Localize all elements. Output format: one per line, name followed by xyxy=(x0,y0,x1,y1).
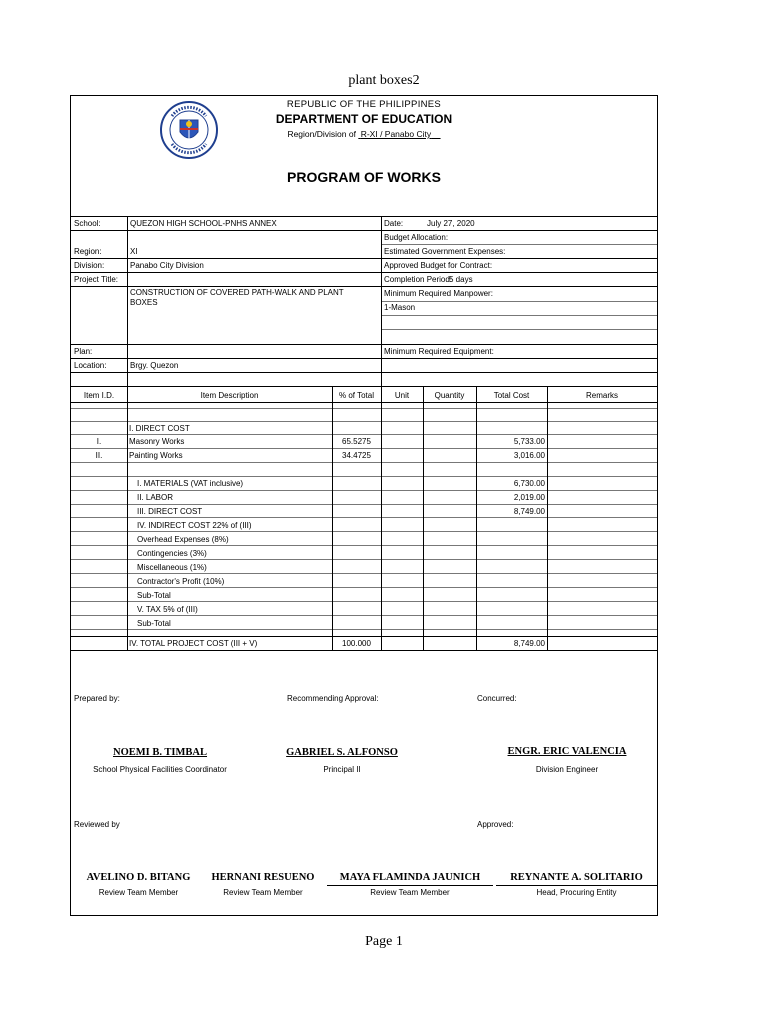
approved-label: Approved: xyxy=(477,820,514,829)
summary-label: Contractor's Profit (10%) xyxy=(137,577,225,586)
concurred-label: Concurred: xyxy=(477,694,517,703)
total-label: IV. TOTAL PROJECT COST (III + V) xyxy=(129,639,258,648)
summary-label: Overhead Expenses (8%) xyxy=(137,535,229,544)
estimated-expenses-label: Estimated Government Expenses: xyxy=(384,247,506,256)
col-header-description: Item Description xyxy=(200,391,259,400)
approver-position: Head, Procuring Entity xyxy=(536,888,617,897)
summary-label: V. TAX 5% of (III) xyxy=(137,605,198,614)
approver-name: REYNANTE A. SOLITARIO xyxy=(510,872,643,883)
budget-allocation-label: Budget Allocation: xyxy=(384,233,449,242)
reviewer-position: Review Team Member xyxy=(370,888,450,897)
col-header-item-id: Item I.D. xyxy=(83,391,115,400)
region-label: Region: xyxy=(74,247,102,256)
concurrer-name: ENGR. ERIC VALENCIA xyxy=(507,746,627,757)
region-division-label: Region/Division of xyxy=(287,129,356,139)
plan-label: Plan: xyxy=(74,347,93,356)
total-pct: 100.000 xyxy=(342,639,371,648)
manpower-label: Minimum Required Manpower: xyxy=(384,289,493,298)
item-pct: 34.4725 xyxy=(342,451,371,460)
page-header: plant boxes2 xyxy=(348,73,420,88)
reviewer-position: Review Team Member xyxy=(98,888,179,897)
location-value: Brgy. Quezon xyxy=(130,361,179,370)
region-division-value xyxy=(358,129,440,139)
division-value: Panabo City Division xyxy=(130,261,204,270)
completion-label: Completion Period: xyxy=(384,275,453,284)
school-value: QUEZON HIGH SCHOOL-PNHS ANNEX xyxy=(130,219,277,228)
date-value: July 27, 2020 xyxy=(427,219,475,228)
total-cost: 8,749.00 xyxy=(513,639,545,648)
direct-cost-label: I. DIRECT COST xyxy=(129,424,190,433)
recommending-approval-label: Recommending Approval: xyxy=(287,694,379,703)
region-value: XI xyxy=(130,247,138,256)
item-cost: 5,733.00 xyxy=(513,437,545,446)
summary-label: III. DIRECT COST xyxy=(137,507,203,516)
item-cost: 3,016.00 xyxy=(513,451,545,460)
summary-label: II. LABOR xyxy=(137,493,174,502)
equipment-label: Minimum Required Equipment: xyxy=(384,347,494,356)
summary-cost: 2,019.00 xyxy=(513,493,545,502)
item-description: Painting Works xyxy=(129,451,183,460)
reviewer-name: MAYA FLAMINDA JAUNICH xyxy=(339,872,481,883)
region-division-line xyxy=(71,129,657,139)
reviewer-name: AVELINO D. BITANG xyxy=(86,872,191,883)
item-id: I. xyxy=(96,437,102,446)
summary-label: Miscellaneous (1%) xyxy=(137,563,207,572)
prepared-by-label: Prepared by: xyxy=(74,694,120,703)
reviewed-by-label: Reviewed by xyxy=(74,820,120,829)
project-title-value: CONSTRUCTION OF COVERED PATH-WALK AND PLANT BOXES xyxy=(130,288,344,307)
summary-label: Sub-Total xyxy=(137,591,171,600)
document-title: PROGRAM OF WORKS xyxy=(287,169,441,185)
completion-value: 5 days xyxy=(449,275,473,284)
school-label: School: xyxy=(74,219,101,228)
recommender-name: GABRIEL S. ALFONSO xyxy=(286,747,398,758)
concurrer-position: Division Engineer xyxy=(535,765,599,774)
col-header-pct: % of Total xyxy=(339,391,374,400)
preparer-name: NOEMI B. TIMBAL xyxy=(112,747,208,758)
col-header-unit: Unit xyxy=(394,391,410,400)
region-division-value-text: R-XI / Panabo City xyxy=(360,129,432,139)
division-label: Division: xyxy=(74,261,105,270)
col-header-quantity: Quantity xyxy=(434,391,465,400)
summary-cost: 6,730.00 xyxy=(513,479,545,488)
project-title-label: Project Title: xyxy=(74,275,119,284)
summary-label: I. MATERIALS (VAT inclusive) xyxy=(137,479,244,488)
page-number: Page 1 xyxy=(365,934,403,949)
reviewer-name: HERNANI RESUENO xyxy=(211,872,315,883)
republic-heading: REPUBLIC OF THE PHILIPPINES xyxy=(286,99,442,110)
recommender-position: Principal II xyxy=(323,765,361,774)
department-heading: DEPARTMENT OF EDUCATION xyxy=(275,112,453,126)
item-pct: 65.5275 xyxy=(342,437,371,446)
col-header-total-cost: Total Cost xyxy=(493,391,530,400)
preparer-position: School Physical Facilities Coordinator xyxy=(93,765,227,774)
summary-label: Contingencies (3%) xyxy=(137,549,207,558)
summary-label: Sub-Total xyxy=(137,619,171,628)
summary-label: IV. INDIRECT COST 22% of (III) xyxy=(137,521,252,530)
col-header-remarks: Remarks xyxy=(585,391,618,400)
manpower-value: 1-Mason xyxy=(384,303,416,312)
item-id: II. xyxy=(95,451,103,460)
reviewer-position: Review Team Member xyxy=(223,888,303,897)
summary-cost: 8,749.00 xyxy=(513,507,545,516)
location-label: Location: xyxy=(74,361,107,370)
program-of-works-sheet xyxy=(70,95,658,916)
item-description: Masonry Works xyxy=(129,437,185,446)
date-label: Date: xyxy=(384,219,404,228)
abc-label: Approved Budget for Contract: xyxy=(384,261,493,270)
